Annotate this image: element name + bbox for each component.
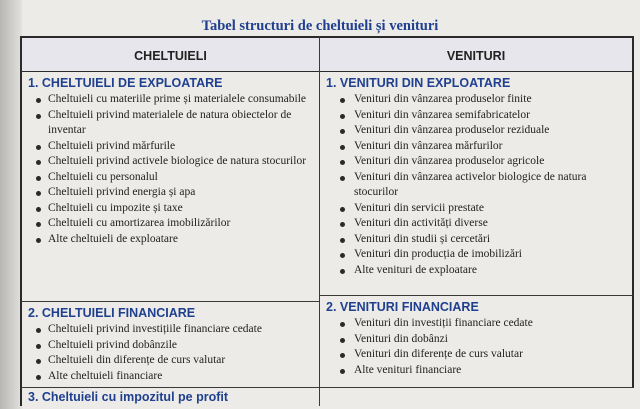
financial-expenses-section bbox=[20, 302, 319, 388]
expenses-column bbox=[20, 36, 320, 406]
bullet-icon bbox=[36, 222, 41, 227]
operating-expenses-section bbox=[20, 72, 319, 302]
bullet-icon bbox=[36, 375, 41, 380]
section-heading: 2. CHELTUIELI FINANCIARE bbox=[28, 306, 196, 320]
revenues-column bbox=[320, 36, 634, 406]
list-item: Cheltuieli privind materialele de natura obiectelor de inventar bbox=[22, 108, 319, 139]
list-item: Venituri din vânzarea semifabricatelor bbox=[320, 108, 632, 124]
bullet-icon bbox=[36, 160, 41, 165]
bullet-icon bbox=[340, 369, 345, 374]
section-heading: 2. VENITURI FINANCIARE bbox=[326, 300, 479, 314]
list-item: Venituri din activități diverse bbox=[320, 216, 632, 232]
financial-revenues-section bbox=[320, 296, 634, 388]
list-item: Cheltuieli cu amortizarea imobilizărilor bbox=[22, 216, 319, 232]
bullet-icon bbox=[340, 129, 345, 134]
section-heading: 3. Cheltuieli cu impozitul pe profit bbox=[28, 390, 229, 404]
bullet-icon bbox=[36, 191, 41, 196]
structure-table bbox=[20, 36, 634, 406]
bullet-icon bbox=[36, 114, 41, 119]
section-heading: 1. CHELTUIELI DE EXPLOATARE bbox=[28, 76, 223, 90]
bullet-icon bbox=[36, 359, 41, 364]
list-item: Cheltuieli privind energia și apa bbox=[22, 185, 319, 201]
bullet-icon bbox=[340, 269, 345, 274]
operating-revenues-section bbox=[320, 72, 634, 296]
bullet-icon bbox=[340, 145, 345, 150]
list-item: Cheltuieli cu materiile prime și materialele consumabile bbox=[22, 92, 319, 108]
list-item: Alte cheltuieli de exploatare bbox=[22, 232, 319, 248]
table-title: Tabel structuri de cheltuieli și venituri bbox=[201, 18, 439, 34]
list-item: Cheltuieli privind mărfurile bbox=[22, 139, 319, 155]
list-item: Cheltuieli privind dobânzile bbox=[22, 338, 319, 354]
revenues-header: VENITURI bbox=[320, 36, 634, 72]
bullet-icon bbox=[340, 114, 345, 119]
list-item: Venituri din studii și cercetări bbox=[320, 232, 632, 248]
list-item: Venituri din vânzarea produselor finite bbox=[320, 92, 632, 108]
bullet-icon bbox=[340, 338, 345, 343]
expenses-header: CHELTUIELI bbox=[20, 36, 319, 72]
list-item: Venituri din vânzarea produselor agricole bbox=[320, 154, 632, 170]
bullet-icon bbox=[340, 322, 345, 327]
bullet-icon bbox=[36, 176, 41, 181]
bullet-icon bbox=[340, 253, 345, 258]
section-heading: 1. VENITURI DIN EXPLOATARE bbox=[326, 76, 511, 90]
bullet-icon bbox=[36, 145, 41, 150]
list-item: Venituri din producția de imobilizări bbox=[320, 247, 632, 263]
list-item: Venituri din dobânzi bbox=[320, 332, 632, 348]
list-item: Cheltuieli cu personalul bbox=[22, 170, 319, 186]
list-item: Venituri din investiții financiare cedate bbox=[320, 316, 632, 332]
list-item: Cheltuieli privind investițiile financiare cedate bbox=[22, 322, 319, 338]
bullet-icon bbox=[340, 238, 345, 243]
list-item: Venituri din diferențe de curs valutar bbox=[320, 347, 632, 363]
list-item: Cheltuieli privind activele biologice de natura stocurilor bbox=[22, 154, 319, 170]
list-item: Alte cheltuieli financiare bbox=[22, 369, 319, 385]
list-item: Alte venituri de exploatare bbox=[320, 263, 632, 279]
bullet-icon bbox=[340, 160, 345, 165]
bullet-icon bbox=[340, 222, 345, 227]
bullet-icon bbox=[36, 344, 41, 349]
list-item: Alte venituri financiare bbox=[320, 363, 632, 379]
bullet-icon bbox=[340, 353, 345, 358]
bullet-icon bbox=[36, 207, 41, 212]
list-item: Venituri din vânzarea mărfurilor bbox=[320, 139, 632, 155]
list-item: Venituri din vânzarea activelor biologice de natura stocurilor bbox=[320, 170, 632, 201]
page-spine-shadow bbox=[0, 0, 22, 409]
bullet-icon bbox=[340, 98, 345, 103]
list-item: Venituri din servicii prestate bbox=[320, 201, 632, 217]
profit-tax-section bbox=[20, 388, 320, 406]
bullet-icon bbox=[36, 98, 41, 103]
list-item: Cheltuieli cu impozite și taxe bbox=[22, 201, 319, 217]
bullet-icon bbox=[340, 176, 345, 181]
bullet-icon bbox=[36, 328, 41, 333]
bullet-icon bbox=[340, 207, 345, 212]
bullet-icon bbox=[36, 238, 41, 243]
list-item: Cheltuieli din diferențe de curs valutar bbox=[22, 353, 319, 369]
list-item: Venituri din vânzarea produselor reziduale bbox=[320, 123, 632, 139]
